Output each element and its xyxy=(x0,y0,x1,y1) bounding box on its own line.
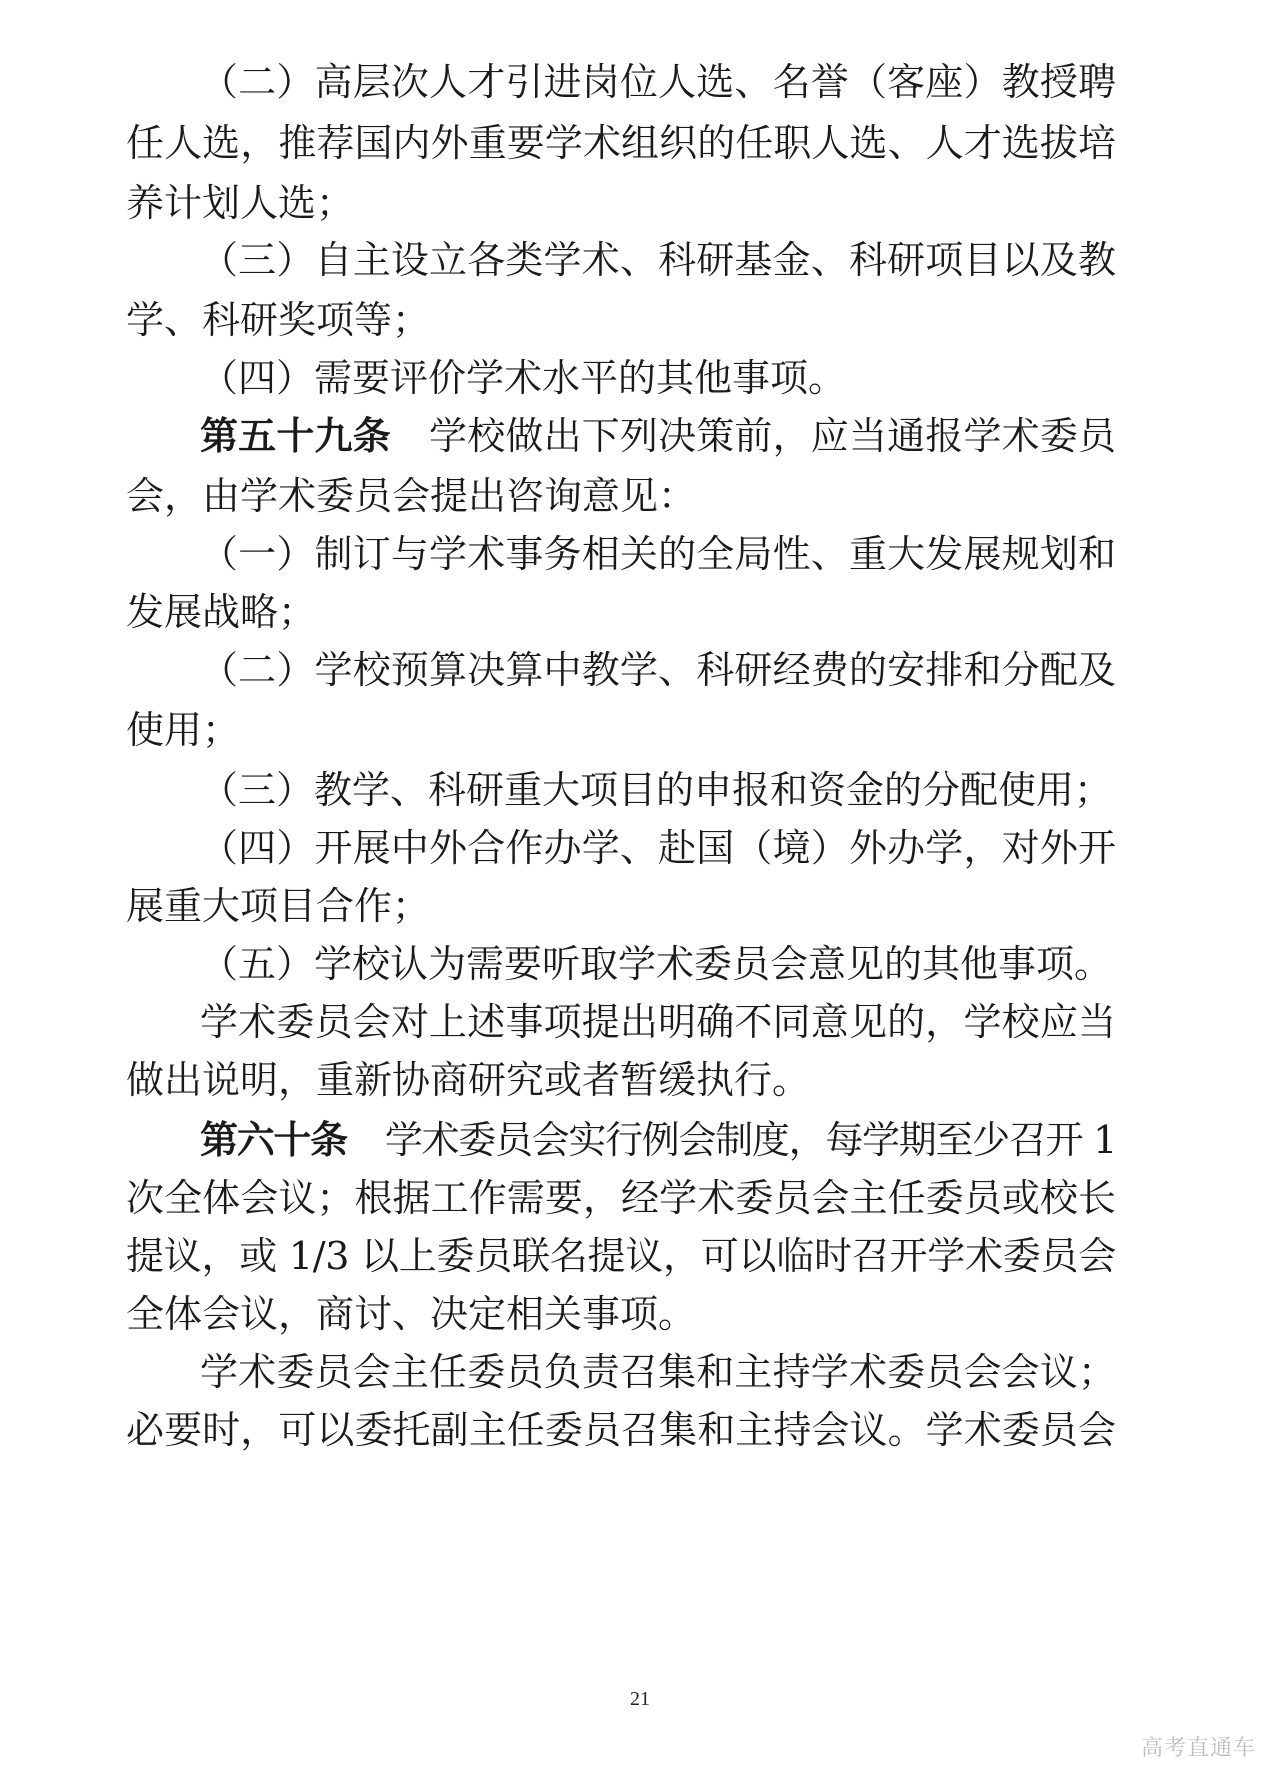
line-text: 学术委员会实行例会制度，每学期至少召开 1 xyxy=(384,1118,1116,1162)
line-text: 做出说明，重新协商研究或者暂缓执行。 xyxy=(126,1058,811,1102)
paragraph-line xyxy=(126,582,1116,642)
paragraph-line xyxy=(126,1226,1116,1286)
line-text: 学术委员会对上述事项提出明确不同意见的，学校应当 xyxy=(200,1000,1116,1044)
line-text: 次全体会议；根据工作需要，经学术委员会主任委员或校长 xyxy=(126,1176,1116,1220)
line-text: 展重大项目合作； xyxy=(126,884,431,928)
page-number: 21 xyxy=(630,1688,650,1710)
line-text: 使用； xyxy=(126,708,241,752)
paragraph-line xyxy=(126,173,1116,233)
paragraph-line xyxy=(126,1284,1116,1344)
paragraph-line xyxy=(200,52,1116,112)
line-text: 会，由学术委员会提出咨询意见： xyxy=(126,474,697,518)
paragraph-line xyxy=(126,700,1116,760)
paragraph-line xyxy=(200,934,1116,994)
paragraph-line xyxy=(200,818,1116,878)
line-text: （一）制订与学术事务相关的全局性、重大发展规划和 xyxy=(200,532,1116,576)
line-text: （四）需要评价学术水平的其他事项。 xyxy=(200,356,847,400)
line-text: 提议，或 1/3 以上委员联名提议，可以临时召开学术委员会 xyxy=(126,1234,1116,1278)
line-text: （三）自主设立各类学术、科研基金、科研项目以及教 xyxy=(200,238,1116,282)
article-59-first-line xyxy=(200,406,1116,466)
paragraph-line xyxy=(126,466,1116,526)
paragraph-line xyxy=(200,348,1116,408)
paragraph-line xyxy=(200,1342,1116,1402)
line-text: 学、科研奖项等； xyxy=(126,298,431,342)
paragraph-line xyxy=(200,760,1116,820)
line-text: 必要时，可以委托副主任委员召集和主持会议。学术委员会 xyxy=(126,1408,1116,1452)
article-60-heading: 第六十条 xyxy=(200,1117,347,1162)
line-text: 发展战略； xyxy=(126,590,317,634)
line-text: 全体会议，商讨、决定相关事项。 xyxy=(126,1292,697,1336)
paragraph-line xyxy=(126,113,1116,173)
article-60-first-line xyxy=(200,1110,1116,1170)
watermark-logo-text: 高考直通车 xyxy=(1140,1736,1256,1761)
line-text: 学术委员会主任委员负责召集和主持学术委员会会议； xyxy=(200,1350,1116,1394)
paragraph-line xyxy=(126,1050,1116,1110)
line-text: （二）学校预算决算中教学、科研经费的安排和分配及 xyxy=(200,648,1116,692)
line-text: （二）高层次人才引进岗位人选、名誉（客座）教授聘 xyxy=(200,60,1116,104)
line-text: （四）开展中外合作办学、赴国（境）外办学，对外开 xyxy=(200,826,1116,870)
paragraph-line xyxy=(126,1400,1116,1460)
paragraph-line xyxy=(200,230,1116,290)
paragraph-line xyxy=(126,876,1116,936)
line-text: 学校做出下列决策前，应当通报学术委员 xyxy=(428,414,1116,458)
line-text: （三）教学、科研重大项目的申报和资金的分配使用； xyxy=(200,768,1113,812)
paragraph-line xyxy=(200,524,1116,584)
paragraph-line xyxy=(200,992,1116,1052)
article-59-heading: 第五十九条 xyxy=(200,413,391,458)
line-text: （五）学校认为需要听取学术委员会意见的其他事项。 xyxy=(200,942,1113,986)
paragraph-line xyxy=(126,1168,1116,1228)
paragraph-line xyxy=(126,290,1116,350)
line-text: 任人选，推荐国内外重要学术组织的任职人选、人才选拔培 xyxy=(126,121,1116,165)
paragraph-line xyxy=(200,640,1116,700)
line-text: 养计划人选； xyxy=(126,181,355,225)
